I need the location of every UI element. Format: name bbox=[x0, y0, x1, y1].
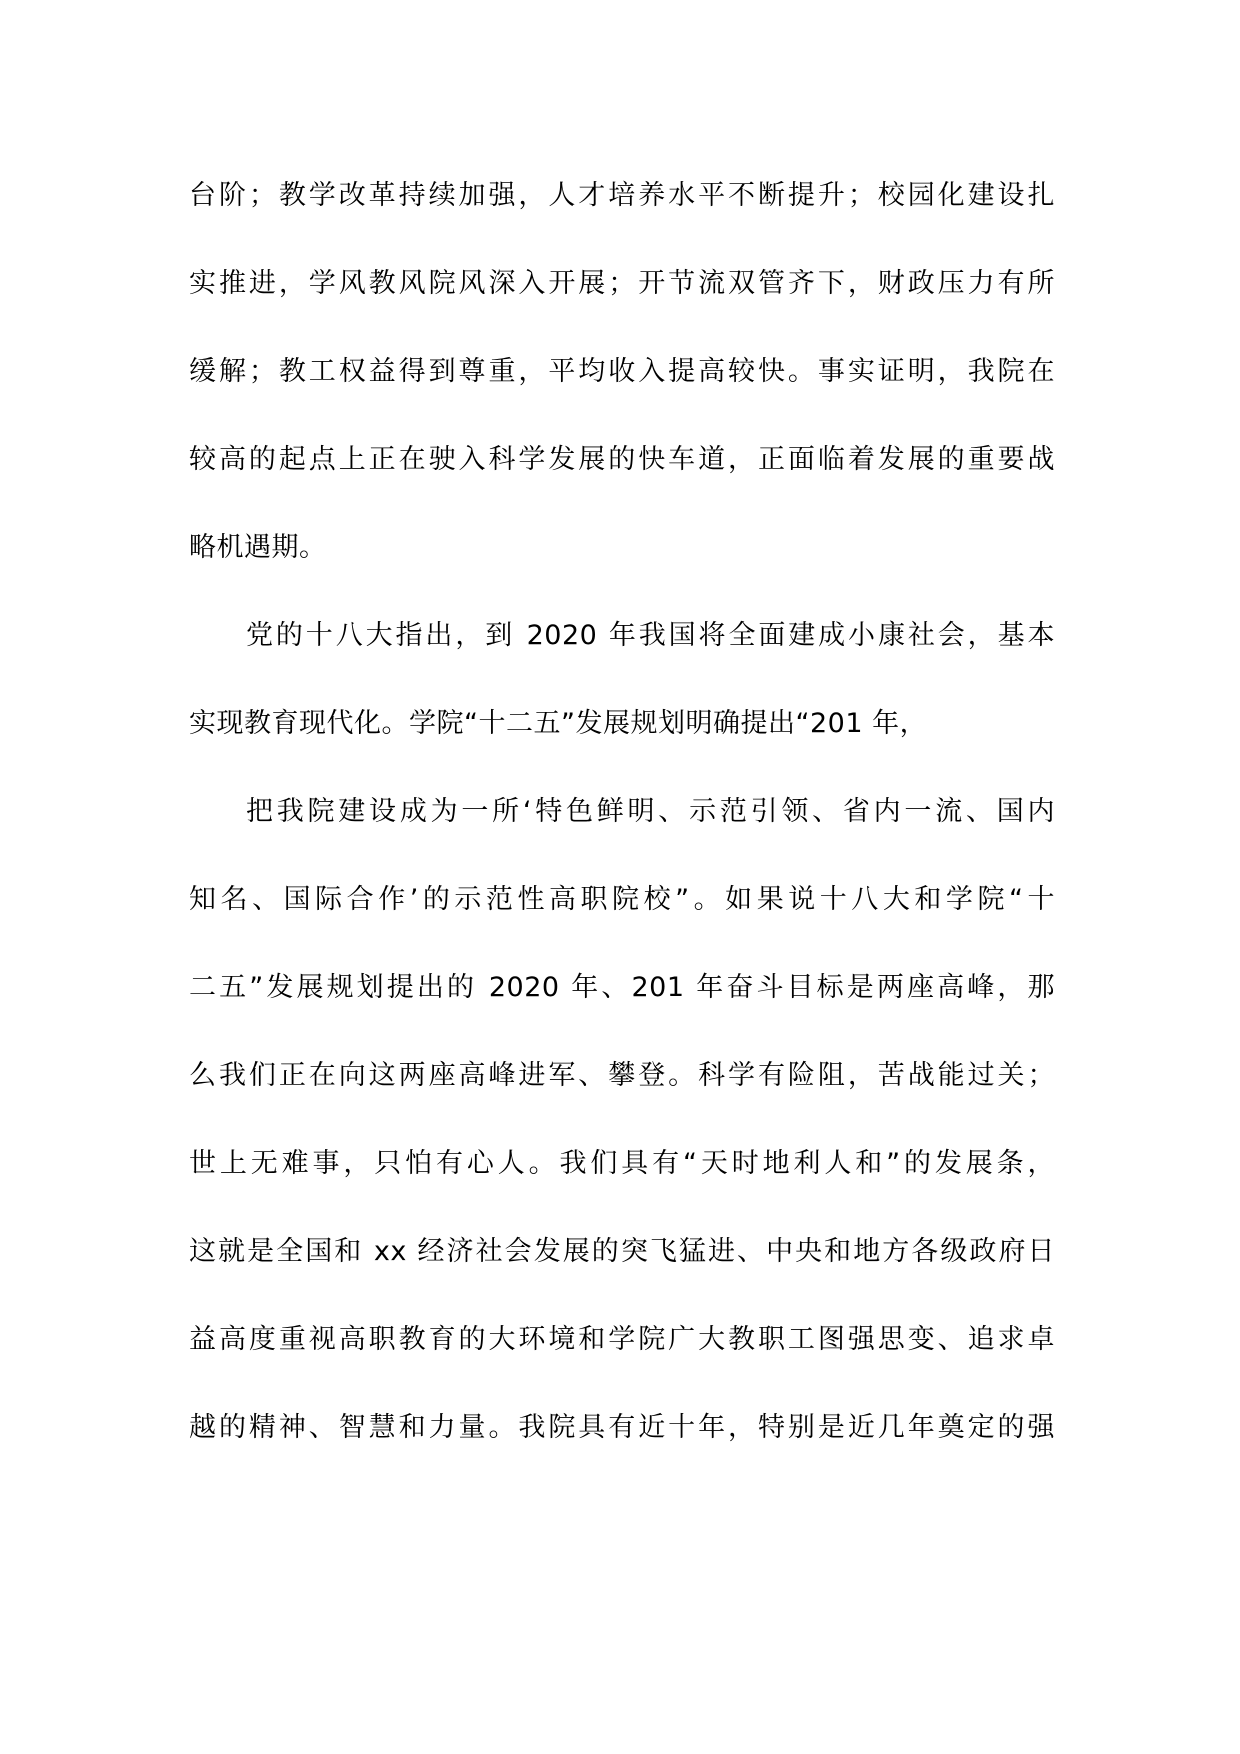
body-text-line: 较高的起点上正在驶入科学发展的快车道，正面临着发展的重要战 bbox=[189, 444, 1055, 475]
body-text-line: 么我们正在向这两座高峰进军、攀登。科学有险阻，苦战能过关； bbox=[189, 1060, 1055, 1091]
paragraph-first-line: 把我院建设成为一所‘特色鲜明、示范引领、省内一流、国内 bbox=[246, 796, 1055, 827]
body-text-line: 越的精神、智慧和力量。我院具有近十年，特别是近几年奠定的强 bbox=[189, 1412, 1055, 1443]
body-text-line: 缓解；教工权益得到尊重，平均收入提高较快。事实证明，我院在 bbox=[189, 356, 1055, 387]
body-text-line: 台阶；教学改革持续加强，人才培养水平不断提升；校园化建设扎 bbox=[189, 180, 1055, 211]
body-text-line: 二五”发展规划提出的 2020 年、201 年奋斗目标是两座高峰，那 bbox=[189, 972, 1055, 1003]
body-text-line: 实现教育现代化。学院“十二五”发展规划明确提出“201 年， bbox=[189, 708, 928, 739]
body-text-line: 略机遇期。 bbox=[189, 532, 327, 563]
body-text-line: 世上无难事，只怕有心人。我们具有“天时地利人和”的发展条， bbox=[189, 1148, 1055, 1179]
body-text-line: 实推进，学风教风院风深入开展；开节流双管齐下，财政压力有所 bbox=[189, 268, 1055, 299]
body-text-line: 这就是全国和 xx 经济社会发展的突飞猛进、中央和地方各级政府日 bbox=[189, 1236, 1055, 1267]
body-text-line: 益高度重视高职教育的大环境和学院广大教职工图强思变、追求卓 bbox=[189, 1324, 1055, 1355]
paragraph-first-line: 党的十八大指出，到 2020 年我国将全面建成小康社会，基本 bbox=[246, 620, 1055, 651]
body-text-line: 知名、国际合作’的示范性高职院校”。如果说十八大和学院“十 bbox=[189, 884, 1055, 915]
